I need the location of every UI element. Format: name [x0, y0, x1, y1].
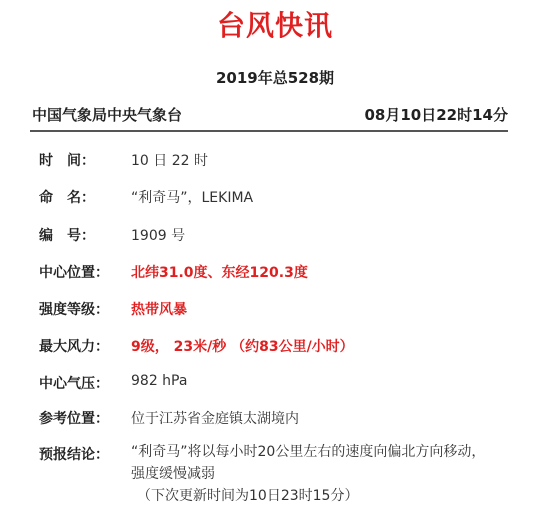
header-divider	[30, 130, 508, 132]
field-value-name: “利奇马”，LEKIMA	[131, 190, 254, 206]
field-label-max-wind: 最大风力：	[39, 339, 109, 355]
page-title: 台风快讯	[216, 9, 333, 42]
field-row-center-position	[37, 262, 517, 286]
field-row-time	[37, 150, 517, 174]
field-row-max-wind	[37, 336, 517, 360]
field-label-intensity-level: 强度等级：	[39, 302, 109, 318]
field-value-center-position: 北纬31.0度、东经120.3度	[131, 265, 308, 281]
field-row-reference-position	[37, 408, 517, 432]
field-value-center-pressure: 982 hPa	[131, 373, 188, 389]
field-label-time: 时 间：	[39, 153, 95, 169]
field-label-name: 命 名：	[39, 190, 95, 206]
field-label-center-pressure: 中心气压：	[39, 376, 109, 392]
issuer-row	[30, 104, 508, 126]
field-label-reference-position: 参考位置：	[39, 411, 109, 427]
field-row-name	[37, 187, 517, 211]
field-value-intensity-level: 热带风暴	[131, 302, 187, 318]
field-value-forecast	[131, 441, 516, 507]
field-label-center-position: 中心位置：	[39, 265, 109, 281]
forecast-line-2: 强度缓慢减弱	[131, 466, 215, 482]
field-row-intensity-level	[37, 299, 517, 323]
field-label-forecast: 预报结论：	[39, 447, 109, 463]
field-value-number: 1909 号	[131, 228, 186, 244]
forecast-next-update-note: （下次更新时间为10日23时15分）	[137, 488, 359, 504]
field-row-forecast	[37, 444, 517, 504]
field-value-max-wind: 9级， 23米/秒 （约83公里/小时）	[131, 339, 354, 355]
field-row-number	[37, 225, 517, 249]
issue-time: 08月10日22时14分	[364, 106, 508, 124]
issuer-name: 中国气象局中央气象台	[32, 106, 183, 124]
field-label-number: 编 号：	[39, 228, 95, 244]
field-value-time: 10 日 22 时	[131, 153, 208, 169]
field-row-center-pressure	[37, 373, 517, 397]
field-value-reference-position: 位于江苏省金庭镇太湖境内	[131, 411, 299, 427]
issue-number: 2019年总528期	[215, 69, 335, 87]
forecast-line-1: “利奇马”将以每小时20公里左右的速度向偏北方向移动，	[131, 444, 486, 460]
